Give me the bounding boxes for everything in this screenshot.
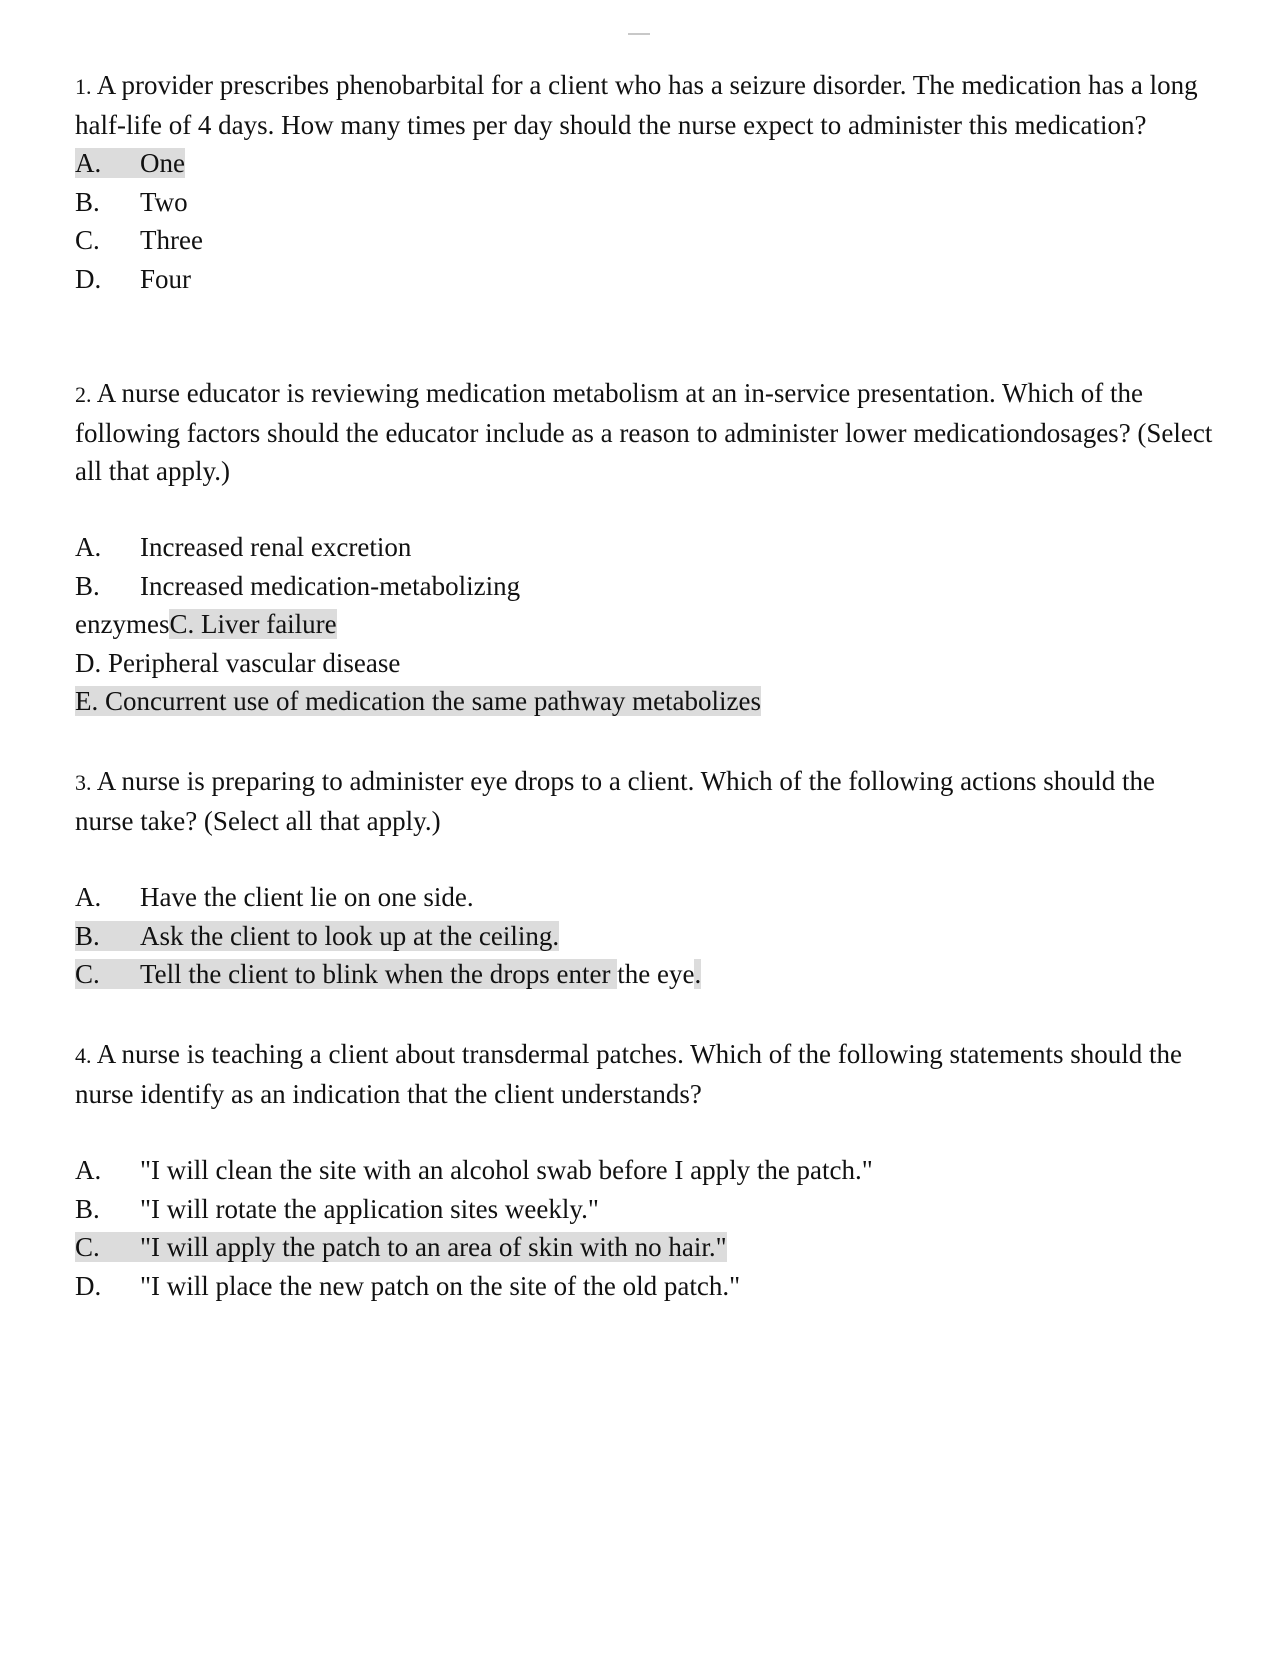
question-4-stem bbox=[75, 1035, 1215, 1113]
option-c bbox=[75, 221, 1215, 260]
option-text-highlighted: C. Liver failure bbox=[169, 609, 337, 639]
option-letter: A. bbox=[75, 882, 102, 912]
question-1-options bbox=[75, 144, 1215, 298]
option-d bbox=[75, 1267, 1215, 1306]
option-c bbox=[75, 1228, 1215, 1267]
option-text: Two bbox=[140, 186, 188, 217]
question-1-stem bbox=[75, 66, 1215, 144]
option-text: Tell the client to blink when the drops enter bbox=[140, 959, 618, 989]
option-letter: B. bbox=[75, 186, 100, 217]
question-number: 2. bbox=[75, 382, 92, 407]
option-b bbox=[75, 183, 1215, 222]
option-text: Have the client lie on one side. bbox=[140, 882, 474, 912]
question-3-options bbox=[75, 878, 1215, 994]
question-2 bbox=[75, 374, 1215, 721]
option-b bbox=[75, 567, 1215, 606]
option-text: D. Peripheral vascular disease bbox=[75, 647, 401, 678]
option-letter: B. bbox=[75, 1193, 100, 1224]
option-a bbox=[75, 878, 1215, 917]
option-text: One bbox=[140, 148, 185, 178]
option-e bbox=[75, 682, 1215, 721]
option-text: Four bbox=[140, 263, 192, 294]
question-number: 3. bbox=[75, 770, 92, 795]
question-text: A provider prescribes phenobarbital for a client who has a seizure disorder. The medication has a long half-life of 4 days. How many times per day should the nurse expect to administer this medication? bbox=[75, 70, 1198, 140]
question-number: 1. bbox=[75, 74, 92, 99]
option-letter: C. bbox=[75, 1232, 100, 1262]
option-b bbox=[75, 917, 1215, 956]
option-letter: B. bbox=[75, 920, 100, 951]
option-text: Three bbox=[140, 225, 203, 255]
option-d bbox=[75, 260, 1215, 299]
option-text: "I will clean the site with an alcohol swab before I apply the patch." bbox=[140, 1155, 873, 1185]
option-text: "I will place the new patch on the site of the old patch." bbox=[140, 1270, 741, 1301]
option-letter: A. bbox=[75, 532, 102, 562]
question-3 bbox=[75, 762, 1215, 994]
option-text: Ask the client to look up at the ceiling. bbox=[140, 920, 560, 951]
option-text: the eye bbox=[617, 959, 695, 989]
question-2-options bbox=[75, 528, 1215, 721]
question-4 bbox=[75, 1035, 1215, 1305]
option-text: Increased medication-metabolizing bbox=[140, 570, 521, 601]
option-b bbox=[75, 1190, 1215, 1229]
option-text-highlighted: . bbox=[694, 959, 702, 989]
question-number: 4. bbox=[75, 1043, 92, 1068]
option-d bbox=[75, 644, 1215, 683]
option-letter: C. bbox=[75, 959, 100, 989]
option-letter: A. bbox=[75, 1155, 102, 1185]
option-text: "I will rotate the application sites weekly." bbox=[140, 1193, 599, 1224]
option-letter: D. bbox=[75, 1270, 102, 1301]
option-text: enzymes bbox=[75, 609, 170, 639]
option-letter: C. bbox=[75, 225, 100, 255]
question-text: A nurse educator is reviewing medication metabolism at an in-service presentation. Which of the following factors should the educator include as a reason to administer lower medicationdosages? (Select all that apply.) bbox=[75, 378, 1213, 486]
question-2-stem bbox=[75, 374, 1215, 490]
option-a bbox=[75, 528, 1215, 567]
question-text: A nurse is teaching a client about transdermal patches. Which of the following statements should the nurse identify as an indication that the client understands? bbox=[75, 1039, 1182, 1109]
option-a bbox=[75, 1151, 1215, 1190]
option-c-line bbox=[75, 605, 1215, 644]
page-header-mark bbox=[628, 33, 650, 35]
option-text: Increased renal excretion bbox=[140, 532, 412, 562]
option-text: "I will apply the patch to an area of skin with no hair." bbox=[140, 1232, 727, 1262]
question-4-options bbox=[75, 1151, 1215, 1305]
question-1 bbox=[75, 66, 1215, 298]
option-a bbox=[75, 144, 1215, 183]
option-letter: A. bbox=[75, 148, 102, 178]
option-c bbox=[75, 955, 1215, 994]
question-3-stem bbox=[75, 762, 1215, 840]
option-letter: D. bbox=[75, 263, 102, 294]
option-text-highlighted: E. Concurrent use of medication the same pathway metabolizes bbox=[75, 686, 762, 716]
question-text: A nurse is preparing to administer eye drops to a client. Which of the following actions should the nurse take? (Select all that apply.) bbox=[75, 766, 1156, 836]
option-letter: B. bbox=[75, 570, 100, 601]
